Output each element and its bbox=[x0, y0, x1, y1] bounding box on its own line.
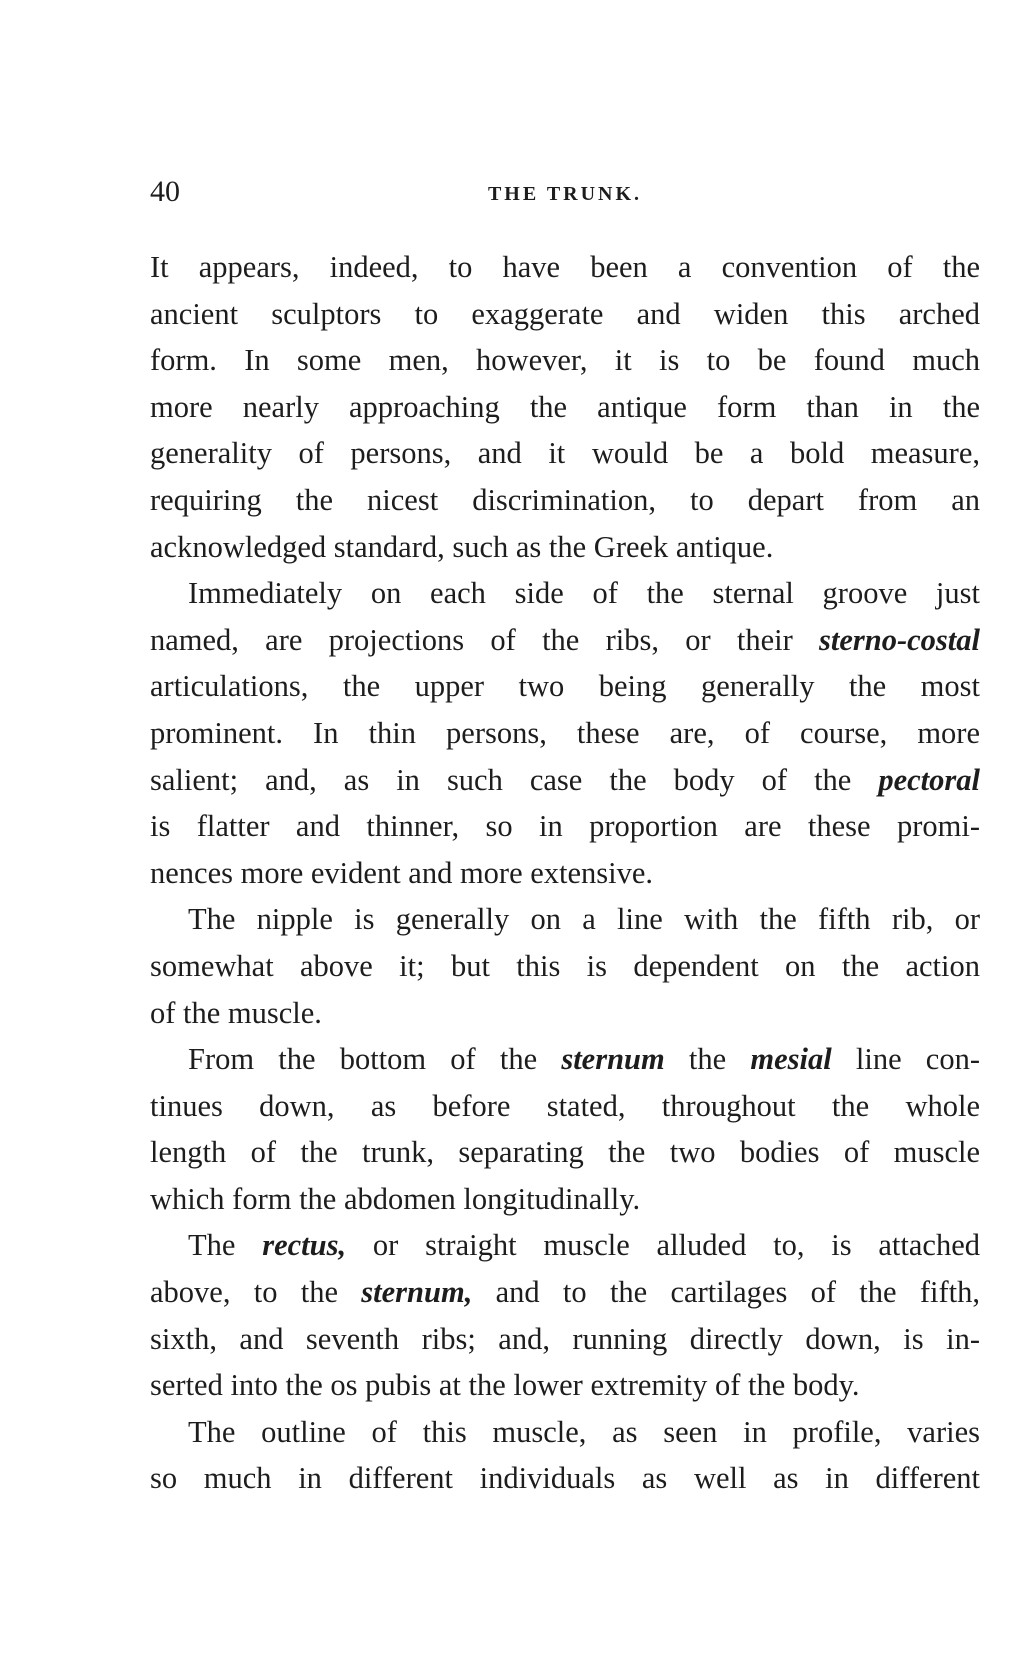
text-line: more nearly approaching the antique form than in the bbox=[150, 389, 980, 424]
text-line bbox=[150, 1269, 980, 1316]
text-segment: salient; and, as in such case the body of the bbox=[150, 762, 879, 797]
text-segment: and to the cartilages of the fifth, bbox=[472, 1275, 980, 1310]
page-header bbox=[150, 172, 980, 212]
text-segment: From the bottom of the bbox=[188, 1042, 562, 1077]
text-line bbox=[150, 617, 980, 664]
text-line: Immediately on each side of the sternal groove just bbox=[188, 576, 980, 611]
text-line bbox=[150, 1222, 980, 1269]
italic-term: sternum, bbox=[361, 1275, 473, 1310]
running-head: THE TRUNK. bbox=[487, 183, 643, 205]
text-line: sixth, and seventh ribs; and, running directly down, is in- bbox=[150, 1321, 980, 1356]
text-segment: or straight muscle alluded to, is attached bbox=[346, 1228, 980, 1263]
text-line: nences more evident and more extensive. bbox=[150, 855, 654, 890]
text-line bbox=[150, 757, 980, 804]
text-line: form. In some men, however, it is to be found much bbox=[150, 343, 980, 378]
text-line: which form the abdomen longitudinally. bbox=[150, 1181, 641, 1216]
text-line: articulations, the upper two being generally the most bbox=[150, 669, 980, 704]
text-line: It appears, indeed, to have been a convention of the bbox=[150, 250, 980, 284]
text-line: length of the trunk, separating the two bodies of muscle bbox=[150, 1135, 980, 1170]
italic-term: pectoral bbox=[878, 762, 980, 797]
italic-term: sterno-costal bbox=[819, 622, 980, 657]
text-line: of the muscle. bbox=[150, 995, 322, 1030]
text-line: generality of persons, and it would be a bold measure, bbox=[150, 436, 980, 471]
text-line: tinues down, as before stated, throughout the whole bbox=[150, 1088, 980, 1123]
text-segment: above, to the bbox=[150, 1275, 362, 1310]
body-text bbox=[150, 244, 980, 1502]
page-number: 40 bbox=[150, 175, 180, 208]
italic-term: sternum bbox=[561, 1042, 665, 1077]
text-line: serted into the os pubis at the lower extremity of the body. bbox=[150, 1368, 860, 1403]
text-line: prominent. In thin persons, these are, of course, more bbox=[150, 715, 980, 750]
text-line: The nipple is generally on a line with the fifth rib, or bbox=[188, 902, 980, 937]
text-segment: line con- bbox=[831, 1042, 981, 1077]
text-line bbox=[150, 1036, 980, 1083]
italic-term: mesial bbox=[750, 1042, 832, 1077]
text-line: is flatter and thinner, so in proportion are these promi- bbox=[150, 809, 980, 844]
text-line: somewhat above it; but this is dependent on the action bbox=[150, 948, 980, 983]
text-segment: The bbox=[188, 1228, 263, 1263]
italic-term: rectus, bbox=[262, 1228, 347, 1263]
text-line: ancient sculptors to exaggerate and widen this arched bbox=[150, 296, 980, 331]
text-segment: named, are projections of the ribs, or their bbox=[150, 622, 820, 657]
text-segment: the bbox=[664, 1042, 751, 1077]
text-line: requiring the nicest discrimination, to depart from an bbox=[150, 482, 980, 517]
text-line: so much in different individuals as well as in different bbox=[150, 1461, 980, 1496]
text-line: The outline of this muscle, as seen in profile, varies bbox=[188, 1414, 980, 1449]
text-line: acknowledged standard, such as the Greek antique. bbox=[150, 529, 774, 564]
